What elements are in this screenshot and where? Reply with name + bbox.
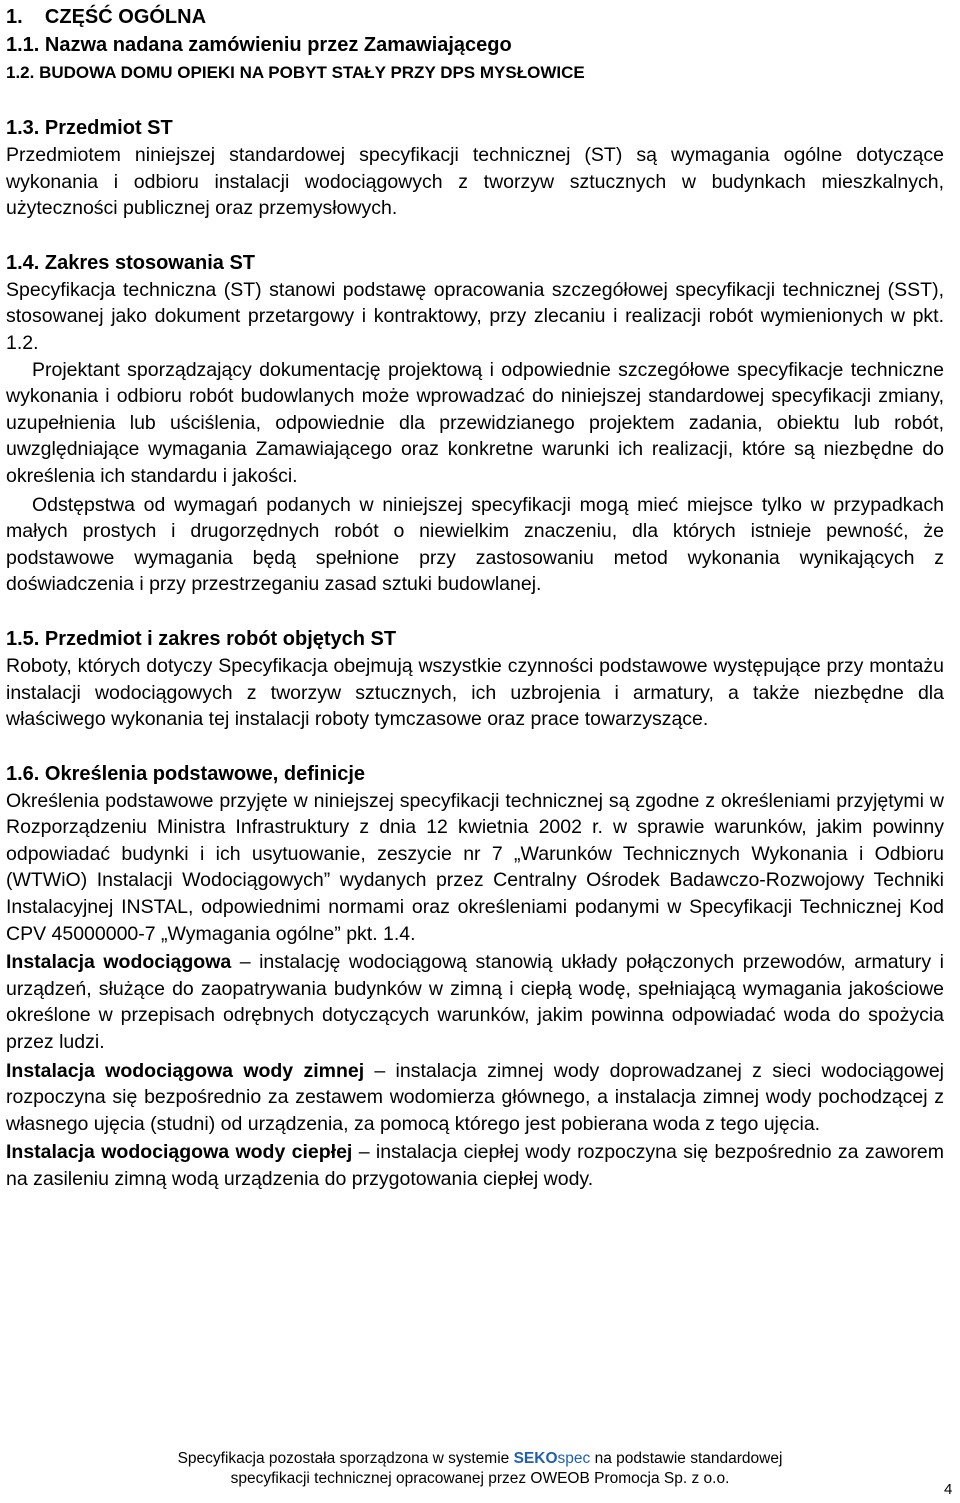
sekospec-logo-tail: spec [557, 1450, 591, 1467]
page-number: 4 [944, 1481, 953, 1498]
definition-woda-ciepla [6, 1139, 944, 1192]
footer-line-1: Specyfikacja pozostała sporządzona w systemie SEKOspec na podstawie standardowej [177, 1450, 783, 1467]
definition-term: Instalacja wodociągowa [6, 951, 232, 974]
heading-1-6: 1.6. Określenia podstawowe, definicje [6, 762, 366, 785]
section-1-3-paragraph: Przedmiotem niniejszej standardowej specyfikacji technicznej (ST) są wymagania ogólne dotyczące wykonania i odbioru instalacji wodociągowych z tworzyw sztucznych w budynkach mieszkalnych, użyteczności publicznej oraz przemysłowych. [6, 144, 944, 220]
definition-instalacja-wodociagowa [6, 949, 944, 1055]
heading-1-1: 1.1. Nazwa nadana zamówieniu przez Zamawiającego [6, 34, 512, 56]
page-footer [0, 1449, 960, 1489]
section-1-4-paragraph-3: Odstępstwa od wymagań podanych w niniejszej specyfikacji mogą mieć miejsce tylko w przypadkach małych prostych i drugorzędnych robót o niewielkim znaczeniu, dla których istnieje pewność, że podstawowe wymagania będą spełnione przy zastosowaniu metod wykonania wynikających z doświadczenia i przy przestrzeganiu zasad sztuki budowlanej. [6, 493, 944, 596]
section-1-4-paragraph-1: Specyfikacja techniczna (ST) stanowi podstawę opracowania szczegółowej specyfikacji technicznej (SST), stosowanej jako dokument przetargowy i kontraktowy, przy zlecaniu i realizacji robót wymienionych w pkt. 1.2. [6, 278, 944, 354]
definition-term: Instalacja wodociągowa wody zimnej [6, 1059, 365, 1082]
heading-1-3: 1.3. Przedmiot ST [6, 117, 173, 139]
definition-woda-zimna [6, 1058, 944, 1138]
section-1-6-paragraph: Określenia podstawowe przyjęte w niniejszej specyfikacji technicznej są zgodne z określeniami przyjętymi w Rozporządzeniu Ministra Infrastruktury z dnia 12 kwietnia 2002 r. w sprawie warunków, jakim powinny odpowiadać budynki i ich usytuowanie, zeszycie nr 7 „Warunków Technicznych Wykonania i Odbioru (WTWiO) Instalacji Wodociągowych” wydanych przez Centralny Ośrodek Badawczo-Rozwojowy Techniki Instalacyjnej INSTAL, odpowiednimi normami oraz określeniami podanymi w Specyfikacji Technicznej Kod CPV 45000000-7 „Wymagania ogólne” pkt. 1.4. [6, 789, 944, 945]
definition-term: Instalacja wodociągowa wody ciepłej [6, 1141, 353, 1164]
heading-1: 1. CZĘŚĆ OGÓLNA [6, 6, 207, 28]
section-1-4-paragraph-2: Projektant sporządzający dokumentację projektową i odpowiednie szczegółowe specyfikacje techniczne wykonania i odbioru robót budowlanych może wprowadzać do niniejszej standardowej specyfikacji zmiany, uzupełnienia lub uściślenia, odpowiednie dla przewidzianego projektem zadania, obiektu lub robót, uwzględniające wymagania Zamawiającego oraz konkretne warunki ich realizacji, które są niezbędne do określenia ich standardu i jakości. [6, 358, 944, 487]
document-page [6, 0, 944, 1193]
heading-1-5: 1.5. Przedmiot i zakres robót objętych ST [6, 627, 397, 650]
definition-text: – instalacja ciepłej wody rozpoczyna się bezpośrednio za zaworem na zasileniu zimną wodą urządzenia do przygotowania ciepłej wody. [6, 1141, 944, 1190]
heading-1-4: 1.4. Zakres stosowania ST [6, 251, 255, 274]
definition-text: – instalację wodociągową stanowią układy połączonych przewodów, armatury i urządzeń, służące do zaopatrywania budynków w zimną i ciepłą wodę, spełniającą wymagania jakościowe określone w przepisach odrębnych dotyczących warunków, jakim powinna odpowiadać woda do spożycia przez ludzi. [6, 951, 944, 1054]
section-1-5-paragraph: Roboty, których dotyczy Specyfikacja obejmują wszystkie czynności podstawowe występujące przy montażu instalacji wodociągowych z tworzyw sztucznych, ich uzbrojenia i armatury, a także niezbędne dla właściwego wykonania tej instalacji roboty tymczasowe oraz prace towarzyszące. [6, 654, 944, 731]
definition-text: – instalacja zimnej wody doprowadzanej z sieci wodociągowej rozpoczyna się bezpośrednio za zestawem wodomierza głównego, a instalacja zimnej wody pochodzącej z własnego ujęcia (studni) od urządzenia, za pomocą którego jest pobierana woda z tego ujęcia. [6, 1059, 944, 1135]
sekospec-logo: SEKO [513, 1450, 558, 1467]
heading-1-2: 1.2. BUDOWA DOMU OPIEKI NA POBYT STAŁY PRZY DPS MYSŁOWICE [6, 63, 585, 82]
footer-line-2: specyfikacji technicznej opracowanej przez OWEOB Promocja Sp. z o.o. [230, 1470, 730, 1487]
